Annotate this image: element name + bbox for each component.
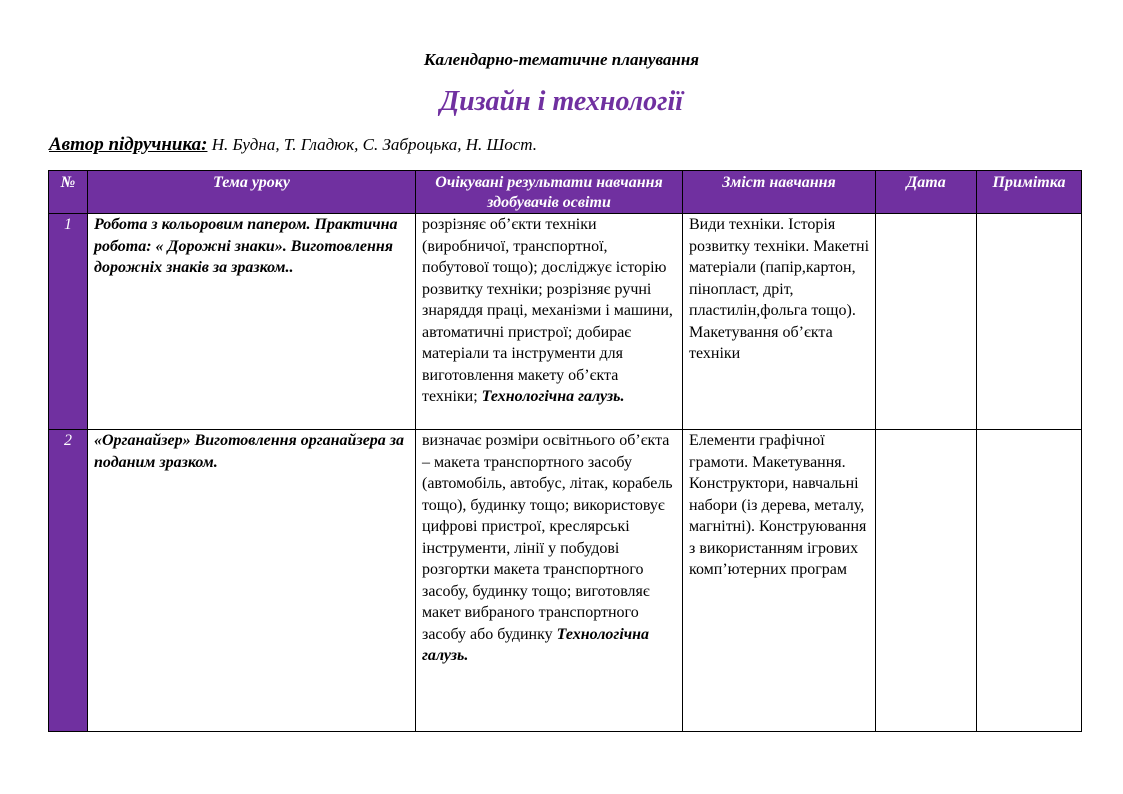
row-results-text: розрізняє об’єкти техніки (виробничої, транспортної, побутової тощо); досліджує історію розвитку техніки; розрізняє ручні знаряддя праці, механізми і машини, автоматичні пристрої; добирає матеріали та інструменти для виготовлення макету об’єкта техніки; <box>422 216 673 405</box>
header-note: Примітка <box>977 171 1082 214</box>
row-num: 2 <box>49 430 88 732</box>
row-num: 1 <box>49 214 88 430</box>
row-results-tag: Технологічна галузь. <box>422 625 650 664</box>
table-row <box>49 430 1082 732</box>
row-content: Елементи графічної грамоти. Макетування. Конструктори, навчальні набори (із дерева, металу, магнітні). Конструювання з використанням ігрових комп’ютерних програм <box>683 430 876 732</box>
row-note[interactable] <box>977 430 1082 732</box>
table-row <box>49 214 1082 430</box>
planning-table <box>48 170 1082 732</box>
table-header-row <box>49 171 1082 214</box>
author-label: Автор підручника: <box>49 134 208 155</box>
header-content: Зміст навчання <box>683 171 876 214</box>
row-topic: Робота з кольоровим папером. Практична робота: « Дорожні знаки». Виготовлення дорожніх знаків за зразком.. <box>88 214 416 430</box>
row-content: Види техніки. Історія розвитку техніки. Макетні матеріали (папір,картон, пінопласт, дріт, пластилін,фольга тощо). Макетування об’єкта техніки <box>683 214 876 430</box>
row-results-tag: Технологічна галузь. <box>481 388 625 405</box>
header-results: Очікувані результати навчання здобувачів освіти <box>416 171 683 214</box>
row-results-text: визначає розміри освітнього об’єкта – макета транспортного засобу (автомобіль, автобус, літак, корабель тощо), будинку тощо; використовує цифрові пристрої, креслярські інструменти, лінії у побудові розгортки макета транспортного засобу, будинку тощо; виготовляє макет вибраного транспортного засобу або будинку <box>422 432 673 643</box>
row-date[interactable] <box>876 430 977 732</box>
document-title: Календарно-тематичне планування <box>423 50 700 69</box>
row-note[interactable] <box>977 214 1082 430</box>
header-num: № <box>49 171 88 214</box>
row-date[interactable] <box>876 214 977 430</box>
row-results <box>416 214 683 430</box>
author-names: Н. Будна, Т. Гладюк, С. Заброцька, Н. Шост. <box>211 135 538 154</box>
header-date: Дата <box>876 171 977 214</box>
header-topic: Тема уроку <box>88 171 416 214</box>
subject-title: Дизайн і технології <box>439 86 684 117</box>
author-line <box>49 134 537 156</box>
row-topic: «Органайзер» Виготовлення органайзера за поданим зразком. <box>88 430 416 732</box>
row-results <box>416 430 683 732</box>
